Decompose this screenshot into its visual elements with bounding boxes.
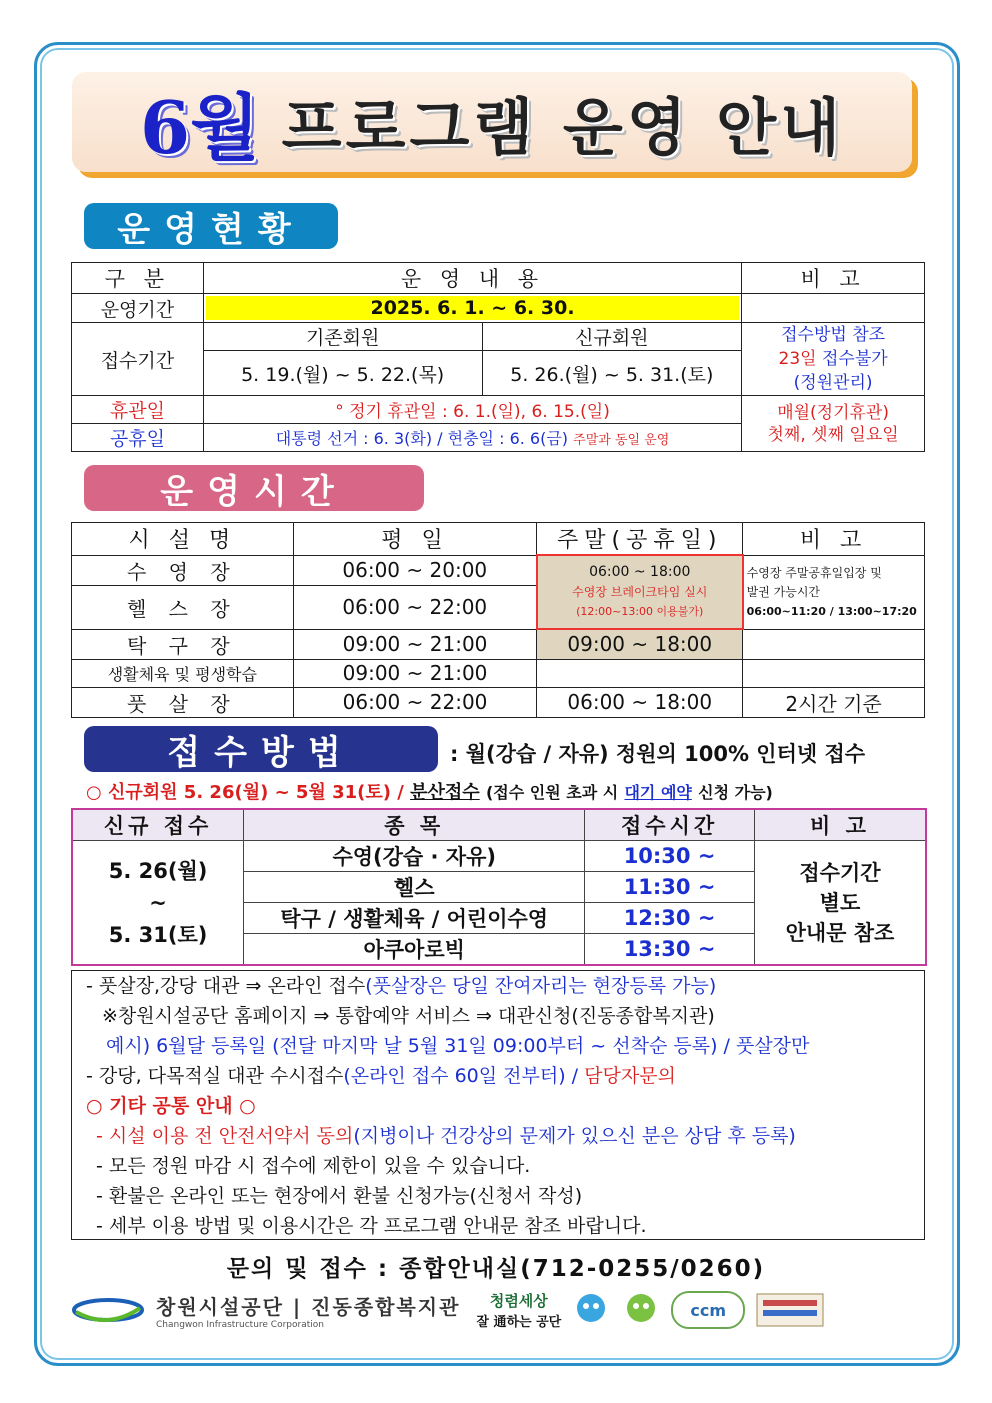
facility-name: 생활체육 및 평생학습 bbox=[72, 659, 294, 687]
empty-cell bbox=[743, 659, 925, 687]
mascot-green-icon bbox=[621, 1290, 661, 1330]
swim-note-3: 06:00~11:20 / 13:00~17:20 bbox=[746, 604, 917, 618]
period-value: 2025. 6. 1. ~ 6. 30. bbox=[206, 296, 739, 320]
registration-note bbox=[754, 841, 926, 966]
weekday-hours: 06:00 ~ 22:00 bbox=[293, 687, 537, 717]
slogan-bottom: 잘 通하는 공단 bbox=[476, 1315, 562, 1330]
section-heading-status: 운영현황 bbox=[84, 203, 338, 249]
info-line: 예시) 6월달 등록일 (전달 마지막 날 5월 31일 09:00부터 ~ 선착순 등록) / 풋살장만 bbox=[106, 1035, 810, 1057]
col-header: 비 고 bbox=[754, 809, 926, 841]
registration-line bbox=[86, 778, 773, 804]
closed-day-value: ° 정기 휴관일 : 6. 1.(일), 6. 15.(일) bbox=[203, 396, 741, 424]
holiday-small: 주말과 동일 운영 bbox=[573, 433, 670, 448]
registration-line-d: 대기 예약 bbox=[624, 783, 692, 802]
registration-note-2: 별도 bbox=[819, 890, 861, 915]
registration-table bbox=[71, 808, 927, 966]
holiday-label: 공휴일 bbox=[72, 424, 204, 452]
org-name: 창원시설공단 | 진동종합복지관 bbox=[156, 1294, 461, 1319]
col-header: 운 영 내 용 bbox=[203, 263, 741, 294]
closed-day-label: 휴관일 bbox=[72, 396, 204, 424]
weekday-hours: 09:00 ~ 21:00 bbox=[293, 629, 537, 659]
mascot-blue-icon bbox=[571, 1290, 611, 1330]
registration-date-2: ~ bbox=[149, 890, 167, 915]
title-month: 6월 bbox=[140, 85, 260, 170]
reg-note-num: 23일 bbox=[778, 349, 817, 369]
title-banner bbox=[72, 72, 912, 172]
swim-weekend-hours bbox=[537, 555, 743, 629]
swim-weekend-2: 수영장 브레이크타임 실시 bbox=[572, 585, 708, 599]
contact-line: 문의 및 접수 : 종합안내실(712-0255/0260) bbox=[226, 1256, 766, 1282]
new-member-label: 신규회원 bbox=[482, 323, 742, 351]
section-heading-registration: 접수방법 bbox=[84, 726, 438, 772]
facility-name: 헬 스 장 bbox=[72, 585, 294, 629]
info-line: (풋살장은 당일 잔여자리는 현장등록 가능) bbox=[365, 975, 717, 997]
existing-member-label: 기존회원 bbox=[203, 323, 482, 351]
registration-subtitle: : 월(강습 / 자유) 정원의 100% 인터넷 접수 bbox=[450, 742, 866, 766]
swim-note-2: 발권 가능시간 bbox=[746, 584, 821, 599]
col-header: 비 고 bbox=[743, 523, 925, 556]
info-line: - 세부 이용 방법 및 이용시간은 각 프로그램 안내문 참조 바랍니다. bbox=[96, 1215, 647, 1237]
info-line: - 강당, 다목적실 대관 수시접수 bbox=[86, 1065, 344, 1087]
registration-line-e: 신청 가능) bbox=[698, 783, 773, 802]
facility-name: 수 영 장 bbox=[72, 555, 294, 585]
col-header: 평 일 bbox=[293, 523, 537, 556]
registration-line-b: 분산접수 bbox=[410, 782, 480, 803]
reg-label: 접수기간 bbox=[72, 323, 204, 396]
col-header: 비 고 bbox=[742, 263, 925, 294]
facility-name: 탁 구 장 bbox=[72, 629, 294, 659]
reg-note-1: 접수방법 참조 bbox=[781, 325, 886, 345]
weekend-hours: 06:00 ~ 18:00 bbox=[537, 687, 743, 717]
program-name: 탁구 / 생활체육 / 어린이수영 bbox=[244, 903, 585, 934]
closed-note-2: 첫째, 셋째 일요일 bbox=[767, 424, 899, 445]
title-text: 프로그램 운영 안내 bbox=[281, 90, 844, 164]
program-name: 수영(강습 · 자유) bbox=[244, 841, 585, 872]
registration-line-c: (접수 인원 초과 시 bbox=[485, 783, 619, 802]
info-line: - 풋살장,강당 대관 ⇒ 온라인 접수 bbox=[86, 975, 366, 997]
col-header: 주말(공휴일) bbox=[537, 523, 743, 556]
org-name-en: Changwon Infrastructure Corporation bbox=[156, 1319, 324, 1330]
registration-date-1: 5. 26(월) bbox=[108, 858, 208, 883]
reg-note bbox=[742, 323, 925, 396]
registration-line-a: ○ 신규회원 5. 26(월) ~ 5월 31(토) / bbox=[86, 782, 404, 803]
weekday-hours: 06:00 ~ 20:00 bbox=[293, 555, 537, 585]
info-heading: ○ 기타 공통 안내 ○ bbox=[86, 1095, 256, 1117]
swim-weekend-1: 06:00 ~ 18:00 bbox=[589, 564, 691, 580]
registration-note-1: 접수기간 bbox=[799, 860, 881, 885]
info-line: ※창원시설공단 홈페이지 ⇒ 통합예약 서비스 ⇒ 대관신청(진동종합복지관) bbox=[102, 1005, 715, 1027]
city-logo-icon bbox=[70, 1290, 146, 1330]
empty-cell bbox=[743, 629, 925, 659]
weekday-hours: 09:00 ~ 21:00 bbox=[293, 659, 537, 687]
col-header: 시 설 명 bbox=[72, 523, 294, 556]
col-header: 접수시간 bbox=[585, 809, 755, 841]
new-member-dates: 5. 26.(월) ~ 5. 31.(토) bbox=[482, 351, 742, 396]
program-time: 10:30 ~ bbox=[585, 841, 755, 872]
program-time: 13:30 ~ bbox=[585, 934, 755, 966]
program-name: 헬스 bbox=[244, 872, 585, 903]
weekday-hours: 06:00 ~ 22:00 bbox=[293, 585, 537, 629]
ccm-logo: ccm bbox=[671, 1291, 745, 1329]
holiday-value: 대통령 선거 : 6. 3(화) / 현충일 : 6. 6(금) bbox=[275, 429, 569, 448]
registration-date-3: 5. 31(토) bbox=[108, 922, 208, 947]
swim-weekend-3: (12:00~13:00 이용불가) bbox=[576, 605, 704, 618]
info-line: - 모든 정원 마감 시 접수에 제한이 있을 수 있습니다. bbox=[96, 1155, 531, 1177]
section-heading-hours: 운영시간 bbox=[84, 465, 424, 511]
reg-note-rest: 접수불가 bbox=[816, 349, 888, 369]
program-name: 아쿠아로빅 bbox=[244, 934, 585, 966]
period-label: 운영기간 bbox=[72, 294, 204, 323]
certification-badge-icon bbox=[755, 1290, 825, 1330]
info-line: 담당자문의 bbox=[584, 1065, 676, 1087]
col-header: 구 분 bbox=[72, 263, 204, 294]
closed-note-1: 매월(정기휴관) bbox=[777, 402, 889, 423]
registration-dates bbox=[72, 841, 244, 966]
status-table bbox=[71, 262, 925, 452]
reg-note-3: (정원관리) bbox=[793, 373, 873, 393]
empty-cell bbox=[742, 294, 925, 323]
info-line: (지병이나 건강상의 문제가 있으신 분은 상담 후 등록) bbox=[353, 1125, 796, 1147]
hours-table bbox=[71, 522, 925, 718]
info-box bbox=[71, 970, 925, 1240]
swim-note bbox=[743, 555, 925, 629]
info-line: - 시설 이용 전 안전서약서 동의 bbox=[96, 1125, 354, 1147]
slogan-top: 청렴세상 bbox=[489, 1292, 548, 1310]
facility-name: 풋 살 장 bbox=[72, 687, 294, 717]
closed-note bbox=[742, 396, 925, 452]
registration-note-3: 안내문 참조 bbox=[785, 920, 895, 945]
existing-member-dates: 5. 19.(월) ~ 5. 22.(목) bbox=[203, 351, 482, 396]
col-header: 종 목 bbox=[244, 809, 585, 841]
weekend-hours bbox=[537, 659, 743, 687]
footer-logos bbox=[70, 1286, 940, 1334]
swim-note-1: 수영장 주말공휴일입장 및 bbox=[746, 565, 882, 580]
col-header: 신규 접수 bbox=[72, 809, 244, 841]
weekend-hours: 09:00 ~ 18:00 bbox=[537, 629, 743, 659]
program-time: 11:30 ~ bbox=[585, 872, 755, 903]
hours-note: 2시간 기준 bbox=[743, 687, 925, 717]
program-time: 12:30 ~ bbox=[585, 903, 755, 934]
info-line: - 환불은 온라인 또는 현장에서 환불 신청가능(신청서 작성) bbox=[96, 1185, 583, 1207]
info-line: (온라인 접수 60일 전부터) / bbox=[343, 1065, 579, 1087]
